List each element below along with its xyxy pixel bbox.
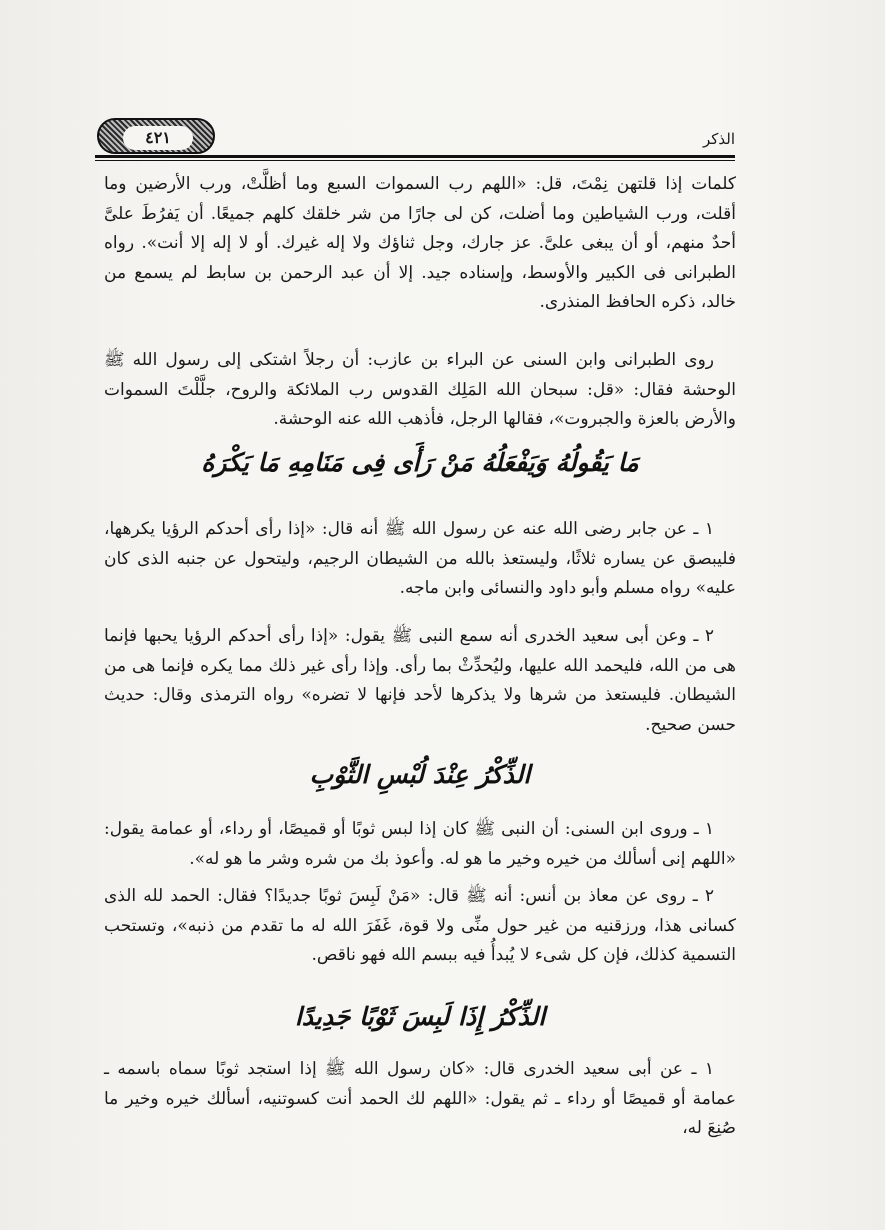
header-rule-thick	[95, 155, 735, 158]
running-title: الذكر	[702, 130, 735, 148]
paragraph-3: ١ ـ عن جابر رضى الله عنه عن رسول الله ﷺ أنه قال: «إذا رأى أحدكم الرؤيا يكرهها، فليبصق عن يساره ثلاثًا، وليستعذ بالله من الشيطان الرجيم، وليتحول عن جنبه الذى كان عليه» رواه مسلم وأبو داود والنسائى وابن ماجه.	[104, 519, 736, 598]
page-header	[95, 118, 735, 160]
section-heading-wearing-garment: الذِّكْرُ عِنْدَ لُبْسِ الثَّوْبِ	[309, 760, 531, 789]
section-heading-bad-dream: مَا يَقُولُهُ وَيَفْعَلُهُ مَنْ رَأَى فِى مَنَامِهِ مَا يَكْرَهُ	[201, 448, 639, 477]
paragraph-2: روى الطبرانى وابن السنى عن البراء بن عازب: أن رجلاً اشتكى إلى رسول الله ﷺ الوحشة فقال: «قل: سبحان الله المَلِك القدوس رب الملائكة والروح، جلَّلْتَ السموات والأرض بالعزة والجبروت»، فقالها الرجل، فأذهب الله عنه الوحشة.	[104, 350, 736, 429]
header-rule-thin	[95, 160, 735, 161]
page-number-badge	[97, 118, 215, 154]
paragraph-6: ٢ ـ روى عن معاذ بن أنس: أنه ﷺ قال: «مَنْ لَبِسَ ثوبًا جديدًا؟ فقال: الحمد لله الذى كسانى هذا، ورزقنيه من غير حول منِّى ولا قوة، غَفَرَ الله له ما تقدم من ذنبه»، وتستحب التسمية كذلك، فإن كل شىء لا يُبدأُ فيه ببسم الله فهو ناقص.	[104, 886, 736, 965]
paragraph-4: ٢ ـ وعن أبى سعيد الخدرى أنه سمع النبى ﷺ يقول: «إذا رأى أحدكم الرؤيا يحبها فإنما هى من الله، فليحمد الله عليها، وليُحدِّثْ بما رأى. وإذا رأى غير ذلك مما يكره فإنما هى من الشيطان. فليستعذ من شرها ولا يذكرها لأحد فإنها لا تضره» رواه الترمذى وقال: حديث حسن صحيح.	[104, 626, 736, 735]
paragraph-7: ١ ـ عن أبى سعيد الخدرى قال: «كان رسول الله ﷺ إذا استجد ثوبًا سماه باسمه ـ عمامة أو قميصًا أو رداء ـ ثم يقول: «اللهم لك الحمد أنت كسوتنيه، أسألك خيره وخير ما صُنِعَ له،	[104, 1059, 736, 1138]
paragraph-1: كلمات إذا قلتهن نِمْتَ، قل: «اللهم رب السموات السبع وما أظلَّتْ، ورب الأرضين وما أقلت، ورب الشياطين وما أضلت، كن لى جارًا من شر خلقك كلهم جميعًا. أن يَفرُطَ علىَّ أحدٌ منهم، أو أن يبغى علىَّ. عز جارك، وجل ثناؤك ولا إله غيرك. أو لا إله إلا أنت». رواه الطبرانى فى الكبير والأوسط، وإسناده جيد. إلا أن عبد الرحمن بن سابط لم يسمع من خالد، ذكره الحافظ المنذرى.	[104, 174, 736, 312]
page-number: ٤٢١	[123, 126, 193, 150]
section-heading-new-garment: الذِّكْرُ إِذَا لَبِسَ ثَوْبًا جَدِيدًا	[294, 1002, 546, 1031]
paragraph-5: ١ ـ وروى ابن السنى: أن النبى ﷺ كان إذا لبس ثوبًا أو قميصًا، أو رداء، أو عمامة يقول: «اللهم إنى أسألك من خيره وخير ما هو له. وأعوذ بك من شره وشر ما هو له».	[104, 819, 736, 869]
